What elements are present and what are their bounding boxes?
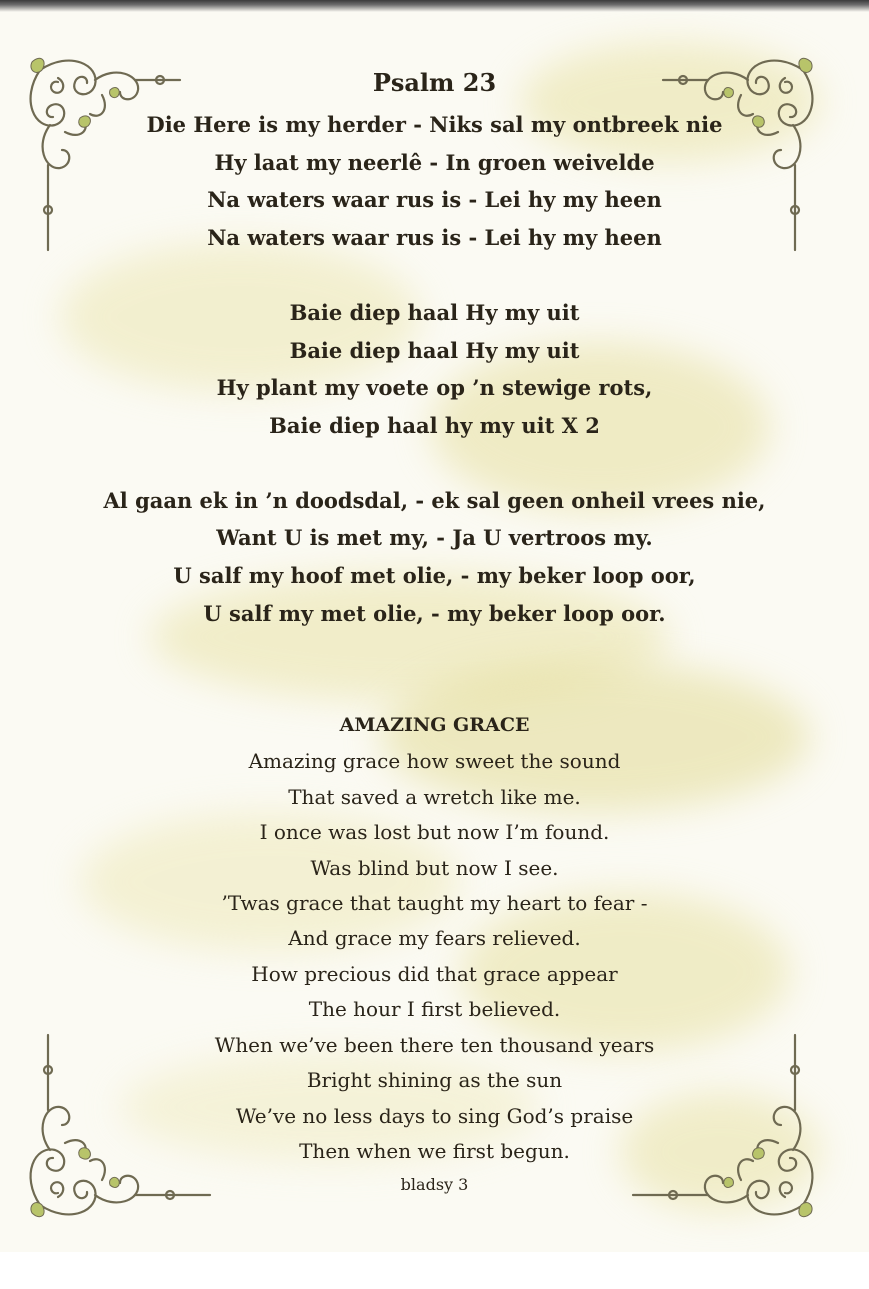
lyric-line: Baie diep haal Hy my uit [289,337,580,363]
amazing-grace-section [0,710,869,1169]
psalm-stanza-2 [0,294,869,445]
lyric-line: Baie diep haal Hy my uit [289,299,580,325]
lyric-line: Amazing grace how sweet the sound [248,749,621,774]
lyric-line: I once was lost but now I’m found. [259,820,610,845]
lyric-line: Bright shining as the sun [306,1068,563,1093]
amazing-grace-title: AMAZING GRACE [339,714,530,737]
page-number: bladsy 3 [400,1175,469,1195]
lyric-line: Die Here is my herder - Niks sal my ontbreek nie [146,112,723,137]
lyric-line: U salf my met olie, - my beker loop oor. [203,600,666,626]
lyric-line: Na waters waar rus is - Lei hy my heen [207,225,662,251]
lyric-line: Baie diep haal hy my uit X 2 [269,412,600,438]
lyric-line: Al gaan ek in ’n doodsdal, - ek sal geen onheil vrees nie, [103,487,766,513]
lyric-line: Want U is met my, - Ja U vertroos my. [216,525,653,551]
lyric-line: Na waters waar rus is - Lei hy my heen [207,187,662,213]
psalm-title: Psalm 23 [372,68,497,97]
lyric-line: That saved a wretch like me. [288,784,581,809]
lyric-line: How precious did that grace appear [251,961,618,986]
psalm-stanza-1 [0,106,869,257]
lyric-line: When we’ve been there ten thousand years [214,1032,655,1057]
lyric-line: And grace my fears relieved. [288,926,581,951]
lyric-line: Then when we first begun. [299,1138,570,1163]
scan-top-edge [0,0,869,12]
lyric-line: Was blind but now I see. [310,855,559,880]
lyric-line: Hy plant my voete op ’n stewige rots, [216,375,653,401]
lyric-line: Hy laat my neerlê - In groen weivelde [214,149,655,175]
lyric-line: We’ve no less days to sing God’s praise [235,1103,634,1128]
psalm-stanza-3 [0,482,869,633]
lyric-line: U salf my hoof met olie, - my beker loop oor, [173,563,696,589]
page-content [0,64,869,1199]
lyric-line: ’Twas grace that taught my heart to fear - [221,891,648,916]
scan-bottom-margin [0,1252,869,1289]
lyric-line: The hour I first believed. [308,997,561,1022]
